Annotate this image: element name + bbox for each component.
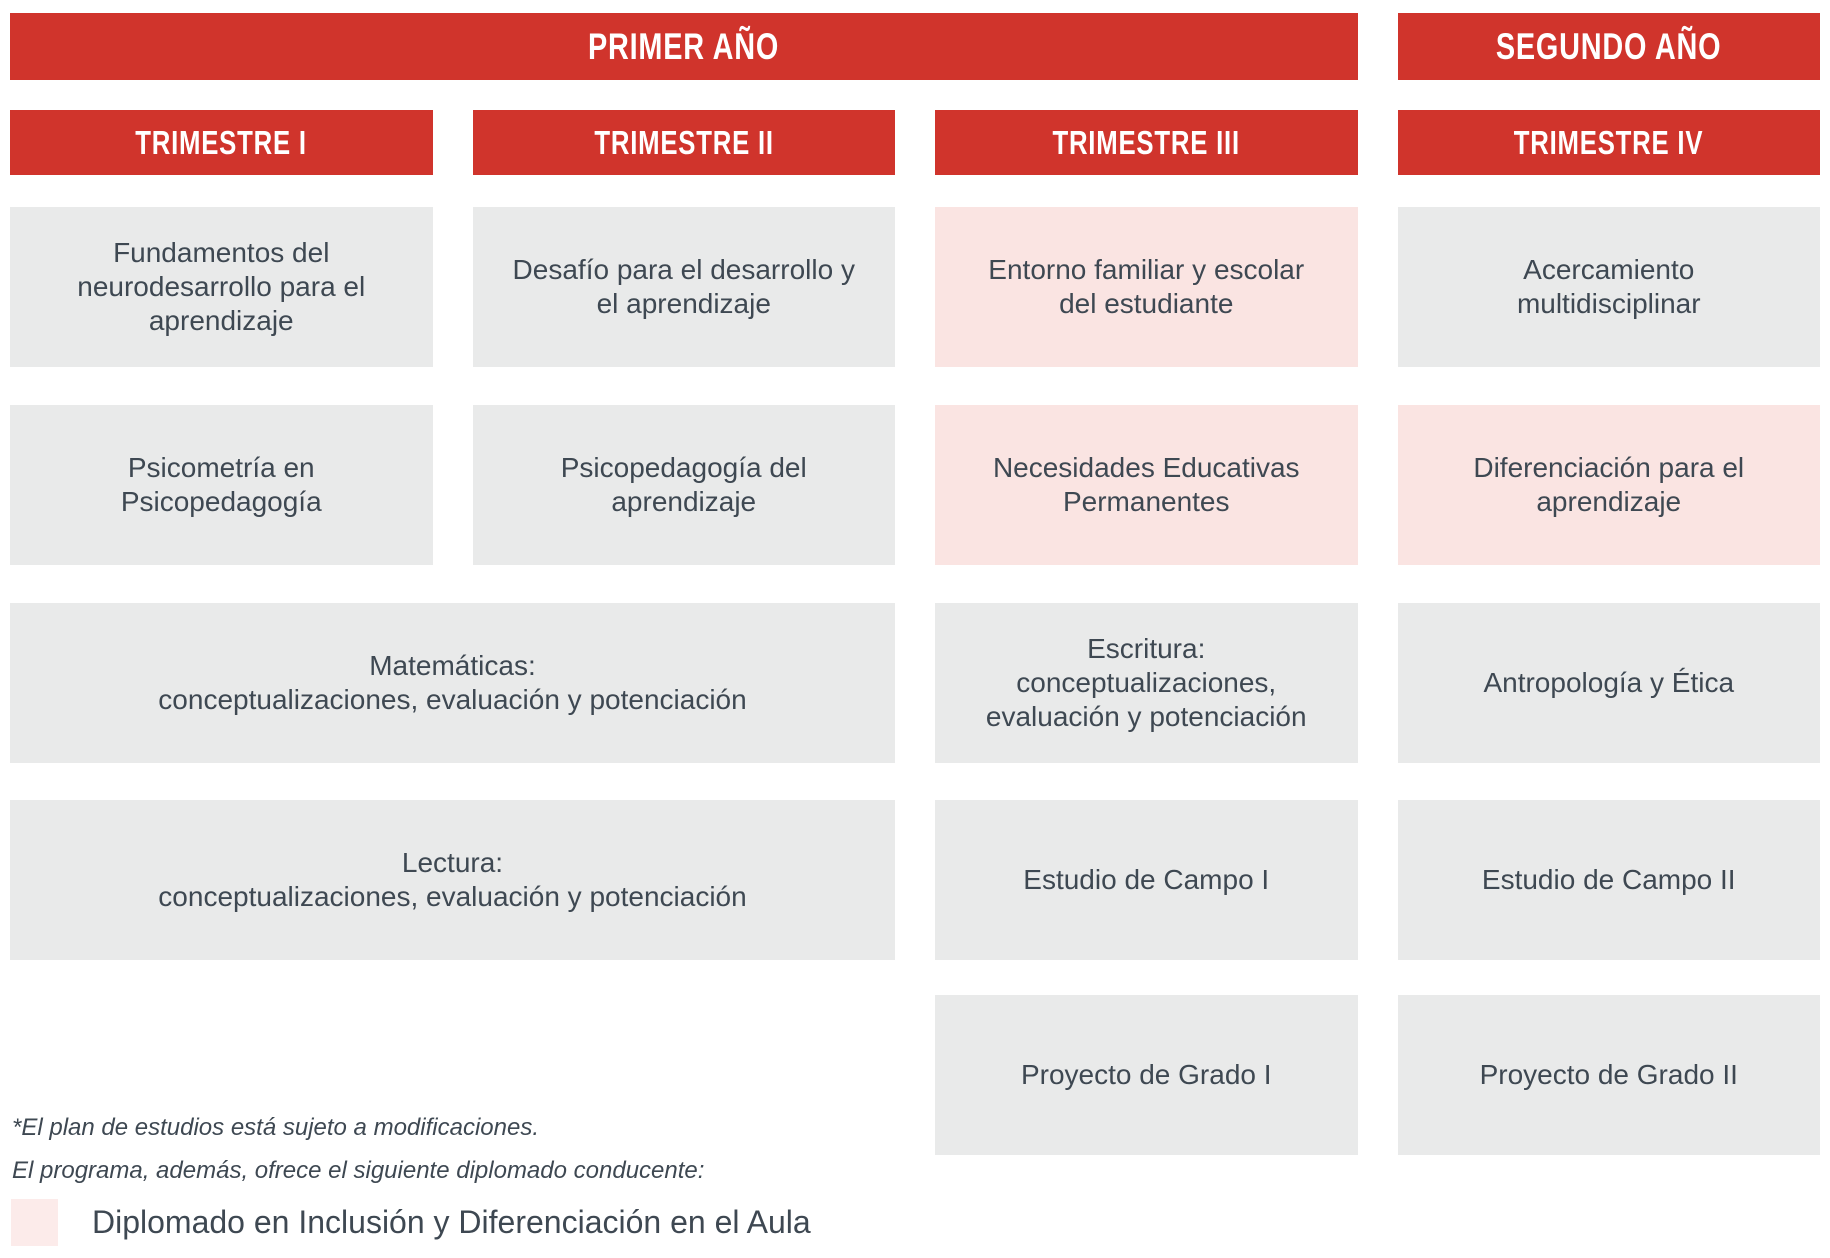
course-acercamiento-multidisciplinar: Acercamiento multidisciplinar	[1398, 207, 1821, 367]
course-diferenciacion-aprendizaje: Diferenciación para el aprendizaje	[1398, 405, 1821, 565]
year-header-segundo-ano-label: SEGUNDO AÑO	[1495, 25, 1722, 67]
course-matematicas: Matemáticas: conceptualizaciones, evaluación y potenciación	[10, 603, 895, 763]
course-entorno-familiar: Entorno familiar y escolar del estudiante	[935, 207, 1358, 367]
diplomado-legend-swatch	[11, 1199, 58, 1246]
course-lectura: Lectura: conceptualizaciones, evaluación y potenciación	[10, 800, 895, 960]
year-header-primer-ano	[10, 13, 1358, 80]
diplomado-legend	[11, 1199, 811, 1246]
diplomado-legend-label: Diplomado en Inclusión y Diferenciación en el Aula	[92, 1204, 811, 1240]
course-antropologia-etica: Antropología y Ética	[1398, 603, 1821, 763]
course-proyecto-grado-i: Proyecto de Grado I	[935, 995, 1358, 1155]
course-estudio-campo-i: Estudio de Campo I	[935, 800, 1358, 960]
course-fundamentos-neurodesarrollo: Fundamentos del neurodesarrollo para el aprendizaje	[10, 207, 433, 367]
trimester-iii-header	[935, 110, 1358, 175]
course-proyecto-grado-ii: Proyecto de Grado II	[1398, 995, 1821, 1155]
trimester-i-header	[10, 110, 433, 175]
course-psicometria: Psicometría en Psicopedagogía	[10, 405, 433, 565]
course-escritura: Escritura: conceptualizaciones, evaluación y potenciación	[935, 603, 1358, 763]
footnotes	[12, 1106, 704, 1192]
curriculum-grid	[10, 13, 1820, 1155]
course-desafio-desarrollo: Desafío para el desarrollo y el aprendizaje	[473, 207, 896, 367]
trimester-iii-label: TRIMESTRE III	[1052, 123, 1240, 161]
trimester-ii-label: TRIMESTRE II	[593, 123, 774, 161]
course-necesidades-educativas: Necesidades Educativas Permanentes	[935, 405, 1358, 565]
year-header-segundo-ano	[1398, 13, 1821, 80]
trimester-i-label: TRIMESTRE I	[135, 123, 308, 161]
footnote-diplomado: El programa, además, ofrece el siguiente diplomado conducente:	[12, 1157, 705, 1184]
trimester-ii-header	[473, 110, 896, 175]
course-estudio-campo-ii: Estudio de Campo II	[1398, 800, 1821, 960]
course-psicopedagogia-aprendizaje: Psicopedagogía del aprendizaje	[473, 405, 896, 565]
year-header-primer-ano-label: PRIMER AÑO	[588, 25, 780, 67]
footnote-modifications: *El plan de estudios está sujeto a modificaciones.	[12, 1114, 539, 1141]
trimester-iv-header	[1398, 110, 1821, 175]
trimester-iv-label: TRIMESTRE IV	[1513, 123, 1704, 161]
